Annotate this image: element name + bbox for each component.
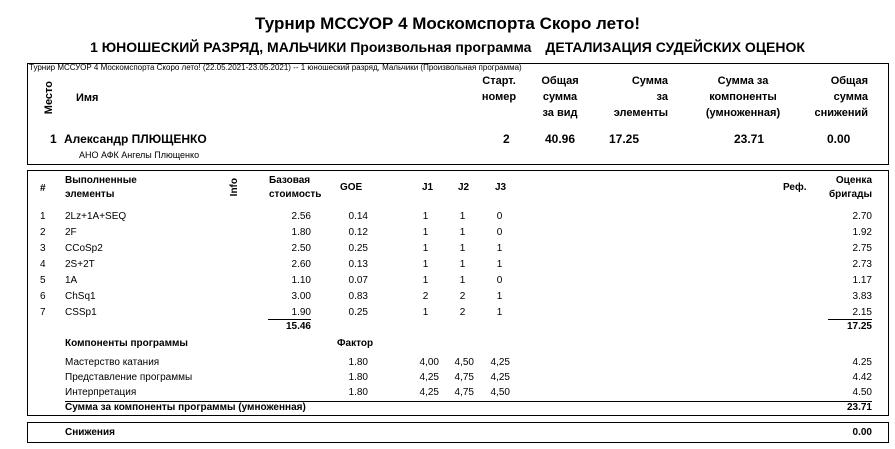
component-factor: 1.80 [348, 387, 368, 398]
name-header: Имя [76, 92, 99, 104]
element-j2: 2 [459, 307, 466, 318]
element-j3: 1 [496, 259, 503, 270]
skater-elements-score: 17.25 [609, 132, 640, 146]
row-number-header: # [40, 183, 46, 194]
element-base-value: 1.90 [291, 307, 311, 318]
base-value-header: Базовая стоимость [269, 175, 322, 200]
element-code: 2S+2T [65, 259, 95, 270]
j3-header: J3 [495, 182, 507, 193]
place-header: Место [43, 81, 55, 115]
j1-header: J1 [422, 182, 434, 193]
component-factor: 1.80 [348, 372, 368, 383]
element-goe: 0.13 [348, 259, 368, 270]
element-code: 2F [65, 227, 77, 238]
element-j2: 1 [459, 243, 466, 254]
element-panel-score: 2.73 [852, 259, 872, 270]
deductions-header: Общая сумма снижений [814, 75, 868, 119]
page-title: Турнир МССУОР 4 Москомспорта Скоро лето! [254, 14, 640, 33]
element-panel-score: 1.17 [852, 275, 872, 286]
component-name: Представление программы [65, 372, 193, 383]
element-j1: 1 [422, 275, 429, 286]
element-base-value: 2.60 [291, 259, 311, 270]
element-base-value: 3.00 [291, 291, 311, 302]
skater-club: АНО АФК Ангелы Плющенко [79, 150, 200, 160]
component-name: Мастерство катания [65, 357, 160, 368]
component-factor: 1.80 [348, 357, 368, 368]
elements-header: Выполненные элементы [65, 175, 137, 200]
element-number: 4 [40, 259, 46, 270]
skater-components-score: 23.71 [734, 132, 765, 146]
component-j2: 4,75 [454, 387, 474, 398]
element-j3: 1 [496, 291, 503, 302]
deductions-box [27, 422, 889, 443]
component-j2: 4,50 [454, 357, 474, 368]
element-j1: 1 [422, 259, 429, 270]
info-header: Info [229, 178, 240, 197]
element-j1: 1 [422, 307, 429, 318]
element-base-value: 1.10 [291, 275, 311, 286]
score-total-line [828, 319, 872, 320]
component-j1: 4,25 [419, 387, 439, 398]
element-panel-score: 1.92 [852, 227, 872, 238]
element-j3: 0 [496, 211, 503, 222]
element-goe: 0.83 [348, 291, 368, 302]
skater-total-score: 40.96 [545, 132, 576, 146]
element-j2: 1 [459, 275, 466, 286]
element-code: 1A [65, 275, 78, 286]
element-code: ChSq1 [65, 291, 96, 302]
element-j1: 2 [422, 291, 429, 302]
page-subtitle [0, 39, 895, 55]
element-number: 2 [40, 227, 46, 238]
element-j2: 1 [459, 227, 466, 238]
component-score: 4.50 [852, 387, 872, 398]
element-j3: 1 [496, 307, 503, 318]
j2-header: J2 [458, 182, 470, 193]
element-j3: 0 [496, 275, 503, 286]
total-score-header: Общая сумма за вид [541, 75, 579, 119]
components-score-header: Сумма за компоненты (умноженная) [705, 75, 781, 119]
goe-header: GOE [340, 182, 363, 193]
components-title: Компоненты программы [65, 338, 188, 349]
category-label: 1 ЮНОШЕСКИЙ РАЗРЯД, МАЛЬЧИКИ Произвольная программа [90, 39, 532, 55]
element-base-value: 1.80 [291, 227, 311, 238]
component-j3: 4,25 [490, 372, 510, 383]
component-j3: 4,50 [490, 387, 510, 398]
element-panel-score: 2.70 [852, 211, 872, 222]
element-number: 6 [40, 291, 46, 302]
start-no-header: Старт. номер [481, 75, 517, 103]
element-j3: 1 [496, 243, 503, 254]
skater-summary-box [27, 63, 889, 165]
component-j2: 4,75 [454, 372, 474, 383]
referee-header: Реф. [783, 182, 807, 193]
base-total: 15.46 [285, 321, 311, 332]
base-total-line [268, 319, 311, 320]
elements-score-header: Сумма за элементы [613, 75, 668, 119]
skater-start-no: 2 [503, 132, 510, 146]
event-caption: Турнир МССУОР 4 Москомспорта Скоро лето! (22.05.2021-23.05.2021) -- 1 юношеский разряд, Мальчики (Произвольная программа) [29, 63, 522, 72]
component-score: 4.42 [852, 372, 872, 383]
component-score: 4.25 [852, 357, 872, 368]
component-name: Интерпретация [65, 387, 137, 398]
element-goe: 0.14 [348, 211, 368, 222]
element-j1: 1 [422, 211, 429, 222]
component-j1: 4,00 [419, 357, 439, 368]
element-j2: 1 [459, 211, 466, 222]
components-total-label: Сумма за компоненты программы (умноженная) [65, 402, 306, 413]
element-goe: 0.25 [348, 243, 368, 254]
deductions-value: 0.00 [852, 427, 872, 438]
element-base-value: 2.50 [291, 243, 311, 254]
skater-place: 1 [50, 132, 57, 146]
element-goe: 0.07 [348, 275, 368, 286]
element-goe: 0.12 [348, 227, 368, 238]
element-number: 1 [40, 211, 46, 222]
element-code: CSSp1 [65, 307, 97, 318]
element-base-value: 2.56 [291, 211, 311, 222]
panel-score-header: Оценка бригады [828, 175, 872, 200]
element-goe: 0.25 [348, 307, 368, 318]
element-number: 5 [40, 275, 46, 286]
details-box [27, 170, 889, 416]
element-code: 2Lz+1A+SEQ [65, 211, 127, 222]
element-j1: 1 [422, 243, 429, 254]
deductions-label: Снижения [65, 427, 115, 438]
element-number: 7 [40, 307, 46, 318]
component-j3: 4,25 [490, 357, 510, 368]
elements-score-total: 17.25 [846, 321, 872, 332]
skater-name: Александр ПЛЮЩЕНКО [64, 132, 207, 146]
element-j2: 1 [459, 259, 466, 270]
element-j3: 0 [496, 227, 503, 238]
factor-header: Фактор [337, 338, 374, 349]
element-j2: 2 [459, 291, 466, 302]
components-total: 23.71 [846, 402, 872, 413]
element-number: 3 [40, 243, 46, 254]
element-code: CCoSp2 [65, 243, 103, 254]
skater-deductions: 0.00 [827, 132, 851, 146]
component-j1: 4,25 [419, 372, 439, 383]
element-panel-score: 2.75 [852, 243, 872, 254]
report-type-label: ДЕТАЛИЗАЦИЯ СУДЕЙСКИХ ОЦЕНОК [545, 39, 805, 55]
element-j1: 1 [422, 227, 429, 238]
element-panel-score: 2.15 [852, 307, 872, 318]
element-panel-score: 3.83 [852, 291, 872, 302]
